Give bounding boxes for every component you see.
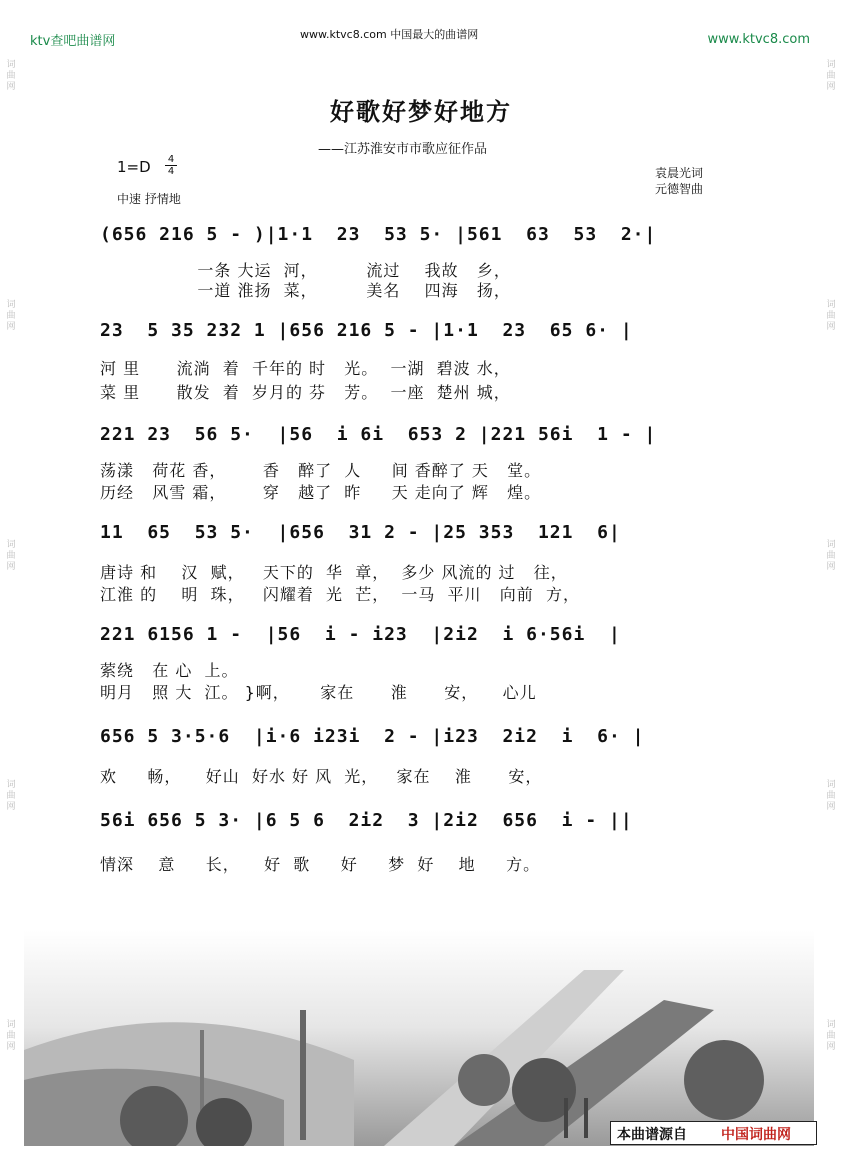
score-line-6 (100, 718, 742, 762)
side-watermark: 词曲网 (826, 60, 836, 92)
notation-text: 23 5 35 232 1 |656 216 5 - |1·1 23 65 6· | (100, 320, 633, 341)
lyric-line-1b: 一道 淮扬 菜， 美名 四海 扬， (100, 281, 511, 300)
time-signature (165, 154, 177, 177)
score-line-4 (100, 514, 742, 558)
source-label: 本曲谱源自 (617, 1127, 687, 1143)
source-site-link[interactable]: 中国词曲网 (721, 1127, 791, 1143)
notation-text: 221 23 56 5· |56 i 6i 653 2 |221 56i 1 - | (100, 424, 657, 445)
lyric-line-6: 欢 畅， 好山 好水 好 风 光， 家在 淮 安， (100, 767, 543, 786)
song-subtitle: ——江苏淮安市市歌应征作品 (318, 142, 488, 157)
score-line-5 (100, 616, 742, 660)
lyricist-credit: 袁晨光词 (655, 166, 704, 180)
notation-text: 11 65 53 5· |656 31 2 - |25 353 121 6| (100, 522, 621, 543)
lyric-line-4a: 唐诗 和 汉 赋， 天下的 华 章， 多少 风流的 过 往， (100, 563, 568, 582)
city-landscape-image (24, 930, 814, 1146)
header-site-caption[interactable]: www.ktvc8.com 中国最大的曲谱网 (300, 28, 479, 41)
side-watermark: 词曲网 (826, 300, 836, 332)
lyric-line-5a: 萦绕 在 心 上。 (100, 661, 239, 680)
side-watermark: 词曲网 (826, 1020, 836, 1052)
meter-bottom: 4 (165, 165, 177, 177)
side-watermark: 词曲网 (6, 60, 16, 92)
side-watermark: 词曲网 (6, 300, 16, 332)
lyric-line-2b: 菜 里 散发 着 岁月的 芬 芳。 一座 楚州 城， (100, 383, 511, 402)
key-signature: 1=D (117, 158, 151, 176)
meter-top: 4 (167, 154, 175, 165)
site-logo-text[interactable]: ktv查吧曲谱网 (30, 34, 116, 49)
lyric-line-3a: 荡漾 荷花 香， 香 醉了 人 间 香醉了 天 堂。 (100, 461, 542, 480)
lyric-line-4b: 江淮 的 明 珠， 闪耀着 光 芒， 一马 平川 向前 方， (100, 585, 580, 604)
side-watermark: 词曲网 (826, 780, 836, 812)
site-url[interactable]: www.ktvc8.com (707, 32, 810, 47)
score-line-1 (100, 216, 742, 260)
notation-text: 56i 656 5 3· |6 5 6 2i2 3 |2i2 656 i - || (100, 810, 633, 831)
notation-text: 221 6156 1 - |56 i - i23 |2i2 i 6·56i | (100, 624, 621, 645)
lyric-line-5b: 明月 照 大 江。 }啊， 家在 淮 安， 心儿 (100, 683, 537, 702)
lyric-line-2a: 河 里 流淌 着 千年的 时 光。 一湖 碧波 水， (100, 359, 511, 378)
score-line-3 (100, 416, 742, 460)
notation-text: (656 216 5 - )|1·1 23 53 5· |561 63 53 2·| (100, 224, 657, 245)
lyric-line-7: 情深 意 长， 好 歌 好 梦 好 地 方。 (100, 855, 541, 874)
side-watermark: 词曲网 (826, 540, 836, 572)
score-line-7 (100, 802, 742, 846)
side-watermark: 词曲网 (6, 540, 16, 572)
source-banner (610, 1121, 817, 1145)
score-line-2 (100, 312, 742, 356)
tempo-marking: 中速 抒情地 (117, 192, 181, 206)
song-title: 好歌好梦好地方 (330, 98, 512, 126)
lyric-line-3b: 历经 风雪 霜， 穿 越了 昨 天 走向了 辉 煌。 (100, 483, 542, 502)
lyric-line-1a: 一条 大运 河， 流过 我故 乡， (100, 261, 511, 280)
side-watermark: 词曲网 (6, 780, 16, 812)
composer-credit: 元德智曲 (655, 182, 704, 196)
side-watermark: 词曲网 (6, 1020, 16, 1052)
notation-text: 656 5 3·5·6 |i·6 i23i 2 - |i23 2i2 i 6· | (100, 726, 645, 747)
